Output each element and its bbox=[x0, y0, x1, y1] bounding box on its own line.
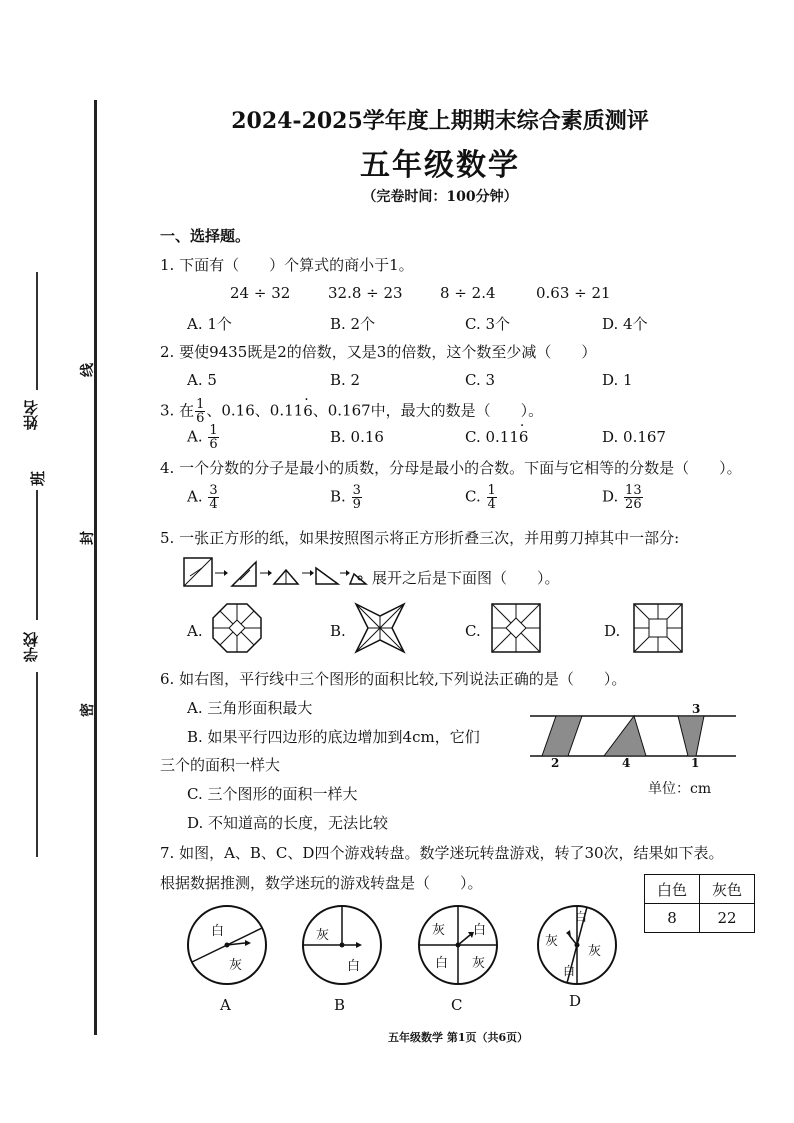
parallel-lines-figure bbox=[528, 704, 738, 766]
table-header: 灰色 bbox=[700, 875, 755, 904]
school-label: 学校 bbox=[22, 632, 40, 662]
table-header: 白色 bbox=[645, 875, 700, 904]
q5-figure-a bbox=[211, 602, 263, 654]
school-underline bbox=[36, 520, 38, 620]
spinner-d-label-hui-1: 灰 bbox=[545, 934, 559, 949]
school-underline-2 bbox=[36, 672, 38, 857]
spinner-c-label-hui-1: 灰 bbox=[432, 923, 446, 938]
fraction: $\frac{1}{6}$ bbox=[209, 423, 218, 452]
seal-feng: 封 bbox=[80, 531, 96, 545]
fig-label-top: 3 bbox=[692, 702, 701, 716]
q5-option-b[interactable]: B. bbox=[330, 622, 346, 640]
q5-stem: 5. 一张正方形的纸，如果按照图示将正方形折叠三次，并用剪刀掉其中一部分: bbox=[160, 529, 680, 547]
q6-option-b-cont: 三个的面积一样大 bbox=[160, 756, 281, 774]
class-label: 班 bbox=[29, 470, 48, 487]
q5-option-d[interactable]: D. bbox=[604, 622, 621, 640]
q3-option-b[interactable]: B. 0.16 bbox=[330, 428, 384, 446]
q4-option-c[interactable]: C. $\frac{1}{4}$ bbox=[465, 483, 496, 512]
q1-expr-1: 24 ÷ 32 bbox=[230, 284, 291, 302]
q1-option-b[interactable]: B. 2个 bbox=[330, 315, 376, 333]
seal-xian: 线 bbox=[80, 363, 96, 377]
q5-figure-b bbox=[354, 602, 406, 654]
table-cell: 22 bbox=[700, 904, 755, 933]
q6-option-d[interactable]: D. 不知道高的长度，无法比较 bbox=[187, 814, 389, 832]
q2-option-b[interactable]: B. 2 bbox=[330, 371, 361, 389]
binding-line bbox=[94, 100, 97, 1035]
q3-option-d[interactable]: D. 0.167 bbox=[602, 428, 666, 446]
q2-option-a[interactable]: A. 5 bbox=[187, 371, 217, 389]
exam-subject: 五年级数学 bbox=[360, 148, 520, 183]
q4-stem: 4. 一个分数的分子是最小的质数，分母是最小的合数。下面与它相等的分数是（ ）。 bbox=[160, 459, 742, 477]
q2-option-d[interactable]: D. 1 bbox=[602, 371, 633, 389]
spinner-c-label-bai-2: 白 bbox=[435, 956, 449, 971]
unit-label: 单位：cm bbox=[648, 781, 712, 797]
q1-stem: 1. 下面有（ ）个算式的商小于1。 bbox=[160, 256, 414, 274]
spinner-b bbox=[300, 903, 384, 987]
q6-stem: 6. 如右图，平行线中三个图形的面积比较,下列说法正确的是（ ）。 bbox=[160, 670, 627, 688]
page-footer: 五年级数学 第1页（共6页） bbox=[388, 1031, 529, 1044]
q1-expr-3: 8 ÷ 2.4 bbox=[440, 284, 496, 302]
spinner-b-caption[interactable]: B bbox=[334, 996, 346, 1014]
q4-option-b[interactable]: B. $\frac{3}{9}$ bbox=[330, 483, 361, 512]
q1-option-c[interactable]: C. 3个 bbox=[465, 315, 511, 333]
spinner-d-label-bai-1: 白 bbox=[575, 910, 588, 924]
spinner-b-label-hui: 灰 bbox=[316, 928, 330, 943]
q1-expr-2: 32.8 ÷ 23 bbox=[328, 284, 403, 302]
q1-option-d[interactable]: D. 4个 bbox=[602, 315, 648, 333]
spinner-a-label-hui: 灰 bbox=[229, 958, 243, 973]
q3-stem: 3. 在 $\frac{1}{6}$ 、0.16、0.116 ·、0.167中，最大的数是（ ）。 bbox=[160, 398, 543, 425]
seal-mi: 密 bbox=[80, 703, 96, 717]
name-underline bbox=[36, 272, 38, 390]
table-cell: 8 bbox=[645, 904, 700, 933]
q5-figure-c bbox=[490, 602, 542, 654]
spinner-c bbox=[416, 903, 500, 987]
name-label: 姓名 bbox=[22, 400, 40, 430]
spinner-a-label-bai: 白 bbox=[211, 924, 225, 939]
fig-label-4: 4 bbox=[622, 756, 631, 770]
q3-option-c[interactable]: C. 0.116 · bbox=[465, 428, 528, 446]
q6-option-b[interactable]: B. 如果平行四边形的底边增加到4cm，它们 bbox=[187, 728, 480, 746]
folding-steps-figure bbox=[182, 556, 368, 590]
q5-after-text: 展开之后是下面图（ ）。 bbox=[372, 569, 560, 587]
q7-stem-1: 7. 如图，A、B、C、D四个游戏转盘。数学迷玩转盘游戏，转了30次，结果如下表。 bbox=[160, 844, 724, 862]
fig-label-1: 1 bbox=[691, 756, 700, 770]
q1-option-a[interactable]: A. 1个 bbox=[187, 315, 232, 333]
spinner-c-caption[interactable]: C bbox=[451, 996, 463, 1014]
spinner-d-caption[interactable]: D bbox=[569, 992, 582, 1010]
q1-expr-4: 0.63 ÷ 21 bbox=[536, 284, 611, 302]
spinner-c-label-hui-2: 灰 bbox=[472, 956, 486, 971]
spinner-b-label-bai: 白 bbox=[347, 959, 361, 974]
q2-option-c[interactable]: C. 3 bbox=[465, 371, 496, 389]
spinner-a bbox=[185, 903, 269, 987]
fig-label-2: 2 bbox=[551, 756, 560, 770]
fraction: $\frac{1}{6}$ bbox=[196, 397, 205, 426]
spinner-d-label-bai-2: 白 bbox=[563, 964, 576, 978]
q3-option-a[interactable]: A. $\frac{1}{6}$ bbox=[187, 423, 218, 452]
q6-option-c[interactable]: C. 三个图形的面积一样大 bbox=[187, 785, 358, 803]
q5-option-a[interactable]: A. bbox=[187, 622, 203, 640]
spinner-a-caption[interactable]: A bbox=[220, 996, 231, 1014]
spinner-d-label-hui-2: 灰 bbox=[588, 944, 602, 959]
q6-option-a[interactable]: A. 三角形面积最大 bbox=[187, 699, 313, 717]
q4-option-a[interactable]: A. $\frac{3}{4}$ bbox=[187, 483, 218, 512]
q5-figure-d bbox=[632, 602, 684, 654]
spinner-c-label-bai-1: 白 bbox=[473, 923, 487, 938]
section-title: 一、选择题。 bbox=[160, 227, 251, 245]
q5-option-c[interactable]: C. bbox=[465, 622, 481, 640]
q7-stem-2: 根据数据推测，数学迷玩的游戏转盘是（ ）。 bbox=[160, 874, 483, 892]
time-note: （完卷时间：100分钟） bbox=[362, 189, 518, 205]
q4-option-d[interactable]: D. $\frac{13}{26}$ bbox=[602, 483, 642, 512]
result-table bbox=[644, 874, 755, 933]
q2-stem: 2. 要使9435既是2的倍数，又是3的倍数，这个数至少减（ ） bbox=[160, 343, 597, 361]
exam-title: 2024-2025学年度上期期末综合素质测评 bbox=[231, 108, 649, 134]
